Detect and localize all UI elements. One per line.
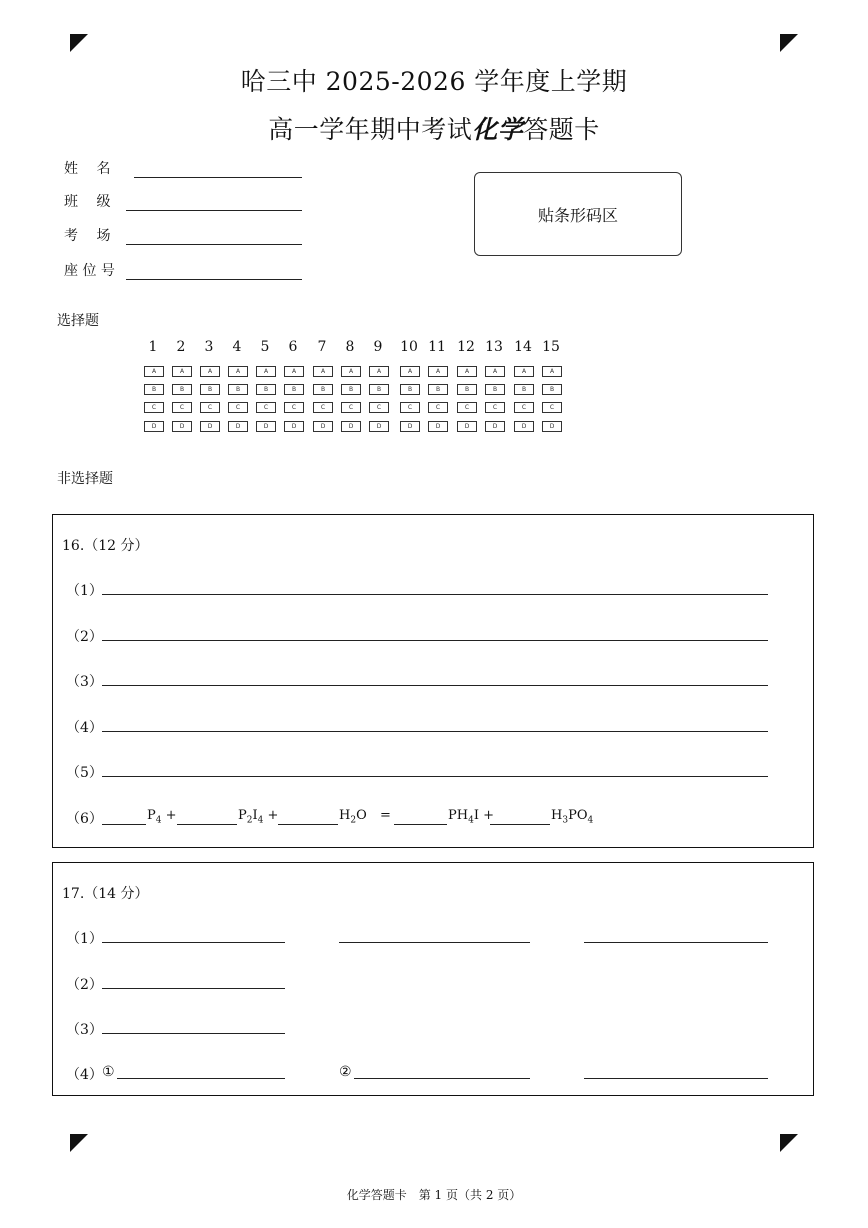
choice-bubble-q1-a[interactable]: A — [144, 366, 164, 377]
choice-bubble-q14-c[interactable]: C — [514, 402, 534, 413]
title-line-1: 哈三中 2025-2026 学年度上学期 — [240, 67, 628, 96]
choice-number-2: 2 — [176, 339, 186, 355]
choice-bubble-q11-a[interactable]: A — [428, 366, 448, 377]
choice-bubble-q2-a[interactable]: A — [172, 366, 192, 377]
q16-item-2-answer-line[interactable] — [102, 640, 768, 641]
choice-bubble-q4-c[interactable]: C — [228, 402, 248, 413]
choice-bubble-q15-c[interactable]: C — [542, 402, 562, 413]
choice-bubble-q11-d[interactable]: D — [428, 421, 448, 432]
choice-bubble-q4-d[interactable]: D — [228, 421, 248, 432]
choice-bubble-q13-c[interactable]: C — [485, 402, 505, 413]
class-field[interactable] — [126, 192, 302, 211]
choice-bubble-q7-c[interactable]: C — [313, 402, 333, 413]
choice-number-9: 9 — [373, 339, 383, 355]
formula-h3po4: $H_3PO_4$ — [551, 808, 594, 826]
choice-bubble-q7-b[interactable]: B — [313, 384, 333, 395]
choice-bubble-q12-d[interactable]: D — [457, 421, 477, 432]
choice-bubble-q2-c[interactable]: C — [172, 402, 192, 413]
q17-item-1-label: （1） — [66, 931, 103, 947]
choice-bubble-q9-b[interactable]: B — [369, 384, 389, 395]
q17-title: 17.（14 分） — [62, 886, 149, 902]
choice-bubble-q2-b[interactable]: B — [172, 384, 192, 395]
q17-item-2-blank[interactable] — [102, 988, 285, 989]
choice-bubble-q13-a[interactable]: A — [485, 366, 505, 377]
q17-item-3-label: （3） — [66, 1022, 103, 1038]
choice-bubble-q12-a[interactable]: A — [457, 366, 477, 377]
choice-number-3: 3 — [204, 339, 214, 355]
q17-item-4-blank-1[interactable] — [117, 1078, 285, 1079]
q16-item-6-label: （6） — [66, 811, 103, 827]
q17-box — [52, 862, 814, 1096]
info-label-name: 姓 名 — [64, 161, 111, 177]
choice-bubble-q1-c[interactable]: C — [144, 402, 164, 413]
formula-p2i4: $P_2I_4$ + — [238, 808, 279, 826]
choice-bubble-q9-a[interactable]: A — [369, 366, 389, 377]
choice-bubble-q1-d[interactable]: D — [144, 421, 164, 432]
title-line-2 — [0, 110, 868, 146]
title-suffix: 答题卡 — [523, 115, 600, 144]
choice-number-14: 14 — [514, 339, 532, 355]
equals-sign: = — [380, 808, 391, 823]
choice-bubble-q5-c[interactable]: C — [256, 402, 276, 413]
barcode-area — [474, 172, 682, 256]
title-prefix: 高一学年期中考试 — [268, 115, 473, 144]
choice-bubble-q1-b[interactable]: B — [144, 384, 164, 395]
choice-bubble-q9-d[interactable]: D — [369, 421, 389, 432]
info-row-class — [64, 189, 302, 211]
choice-bubble-q15-d[interactable]: D — [542, 421, 562, 432]
coef-blank-p2i4[interactable] — [177, 824, 237, 825]
choice-number-5: 5 — [260, 339, 270, 355]
corner-mark-bottom-left — [70, 1134, 88, 1152]
q16-box — [52, 514, 814, 848]
choice-bubble-q11-c[interactable]: C — [428, 402, 448, 413]
q17-item-4-marker-2: ② — [339, 1064, 352, 1080]
choice-number-10: 10 — [400, 339, 418, 355]
barcode-label: 贴条形码区 — [537, 205, 618, 225]
q17-item-1-blank-c[interactable] — [584, 942, 768, 943]
room-field[interactable] — [126, 226, 302, 245]
choice-bubble-q3-c[interactable]: C — [200, 402, 220, 413]
choice-number-1: 1 — [148, 339, 158, 355]
q16-item-2-label: （2） — [66, 629, 103, 645]
seat-field[interactable] — [126, 261, 302, 280]
coef-blank-h3po4[interactable] — [490, 824, 550, 825]
choice-bubble-q12-c[interactable]: C — [457, 402, 477, 413]
choice-bubble-q13-b[interactable]: B — [485, 384, 505, 395]
choice-bubble-q14-a[interactable]: A — [514, 366, 534, 377]
choice-bubble-q5-b[interactable]: B — [256, 384, 276, 395]
choice-bubble-q10-c[interactable]: C — [400, 402, 420, 413]
formula-h2o: $H_2O$ — [339, 808, 367, 826]
q17-item-4-label: （4） — [66, 1067, 103, 1083]
choice-bubble-q15-b[interactable]: B — [542, 384, 562, 395]
choice-bubble-q14-b[interactable]: B — [514, 384, 534, 395]
info-label-seat: 座 位 号 — [64, 263, 115, 279]
q16-item-1-label: （1） — [66, 583, 103, 599]
choice-bubble-q3-d[interactable]: D — [200, 421, 220, 432]
q17-item-1-blank-b[interactable] — [339, 942, 530, 943]
choice-bubble-q6-a[interactable]: A — [284, 366, 304, 377]
choice-bubble-q10-a[interactable]: A — [400, 366, 420, 377]
choice-bubble-q15-a[interactable]: A — [542, 366, 562, 377]
coef-blank-p4[interactable] — [102, 824, 146, 825]
choice-bubble-q6-b[interactable]: B — [284, 384, 304, 395]
choice-number-12: 12 — [457, 339, 475, 355]
choice-bubble-q2-d[interactable]: D — [172, 421, 192, 432]
choice-bubble-q3-a[interactable]: A — [200, 366, 220, 377]
choice-bubble-q8-b[interactable]: B — [341, 384, 361, 395]
choice-bubble-q8-c[interactable]: C — [341, 402, 361, 413]
choice-number-4: 4 — [232, 339, 242, 355]
choice-bubble-q4-a[interactable]: A — [228, 366, 248, 377]
choice-bubble-q8-d[interactable]: D — [341, 421, 361, 432]
info-row-seat — [64, 258, 302, 280]
q16-item-3-answer-line[interactable] — [102, 685, 768, 686]
q16-item-5-answer-line[interactable] — [102, 776, 768, 777]
choice-bubble-q11-b[interactable]: B — [428, 384, 448, 395]
q17-item-4-blank-3[interactable] — [584, 1078, 768, 1079]
non-choice-section-label: 非选择题 — [57, 471, 113, 487]
corner-mark-bottom-right — [780, 1134, 798, 1152]
choice-bubble-q7-d[interactable]: D — [313, 421, 333, 432]
coef-blank-ph4i[interactable] — [394, 824, 447, 825]
info-label-room: 考 场 — [64, 228, 111, 244]
q16-item-1-answer-line[interactable] — [102, 594, 768, 595]
formula-p4: $P_4$ + — [147, 808, 177, 826]
title-subject: 化学 — [472, 115, 524, 144]
q17-item-4-marker-1: ① — [102, 1064, 115, 1080]
choice-bubble-q4-b[interactable]: B — [228, 384, 248, 395]
q17-item-1-blank-a[interactable] — [102, 942, 285, 943]
choice-section-label: 选择题 — [57, 313, 99, 329]
formula-ph4i: $PH_4I$ + — [448, 808, 494, 826]
q17-item-3-blank[interactable] — [102, 1033, 285, 1034]
q16-item-5-label: （5） — [66, 765, 103, 781]
choice-bubble-q10-d[interactable]: D — [400, 421, 420, 432]
choice-number-6: 6 — [288, 339, 298, 355]
corner-mark-top-right — [780, 34, 798, 52]
choice-bubble-q6-d[interactable]: D — [284, 421, 304, 432]
choice-bubble-q9-c[interactable]: C — [369, 402, 389, 413]
choice-bubble-q3-b[interactable]: B — [200, 384, 220, 395]
choice-bubble-q6-c[interactable]: C — [284, 402, 304, 413]
q16-item-4-label: （4） — [66, 720, 103, 736]
page-footer: 化学答题卡 第 1 页（共 2 页） — [346, 1188, 522, 1202]
name-field[interactable] — [134, 159, 302, 178]
choice-bubble-q5-a[interactable]: A — [256, 366, 276, 377]
info-row-room — [64, 223, 302, 245]
choice-bubble-q10-b[interactable]: B — [400, 384, 420, 395]
choice-number-15: 15 — [542, 339, 560, 355]
q17-item-2-label: （2） — [66, 977, 103, 993]
choice-bubble-q8-a[interactable]: A — [341, 366, 361, 377]
info-label-class: 班 级 — [64, 194, 111, 210]
choice-bubble-q14-d[interactable]: D — [514, 421, 534, 432]
info-row-name — [64, 156, 302, 178]
corner-mark-top-left — [70, 34, 88, 52]
q16-item-3-label: （3） — [66, 674, 103, 690]
choice-bubble-q7-a[interactable]: A — [313, 366, 333, 377]
q16-item-4-answer-line[interactable] — [102, 731, 768, 732]
choice-bubble-q12-b[interactable]: B — [457, 384, 477, 395]
q17-item-4-blank-2[interactable] — [354, 1078, 530, 1079]
choice-number-11: 11 — [428, 339, 446, 355]
choice-number-13: 13 — [485, 339, 503, 355]
coef-blank-h2o[interactable] — [278, 824, 338, 825]
choice-number-8: 8 — [345, 339, 355, 355]
choice-bubble-q5-d[interactable]: D — [256, 421, 276, 432]
q16-title: 16.（12 分） — [62, 538, 149, 554]
choice-bubble-q13-d[interactable]: D — [485, 421, 505, 432]
choice-number-7: 7 — [317, 339, 327, 355]
